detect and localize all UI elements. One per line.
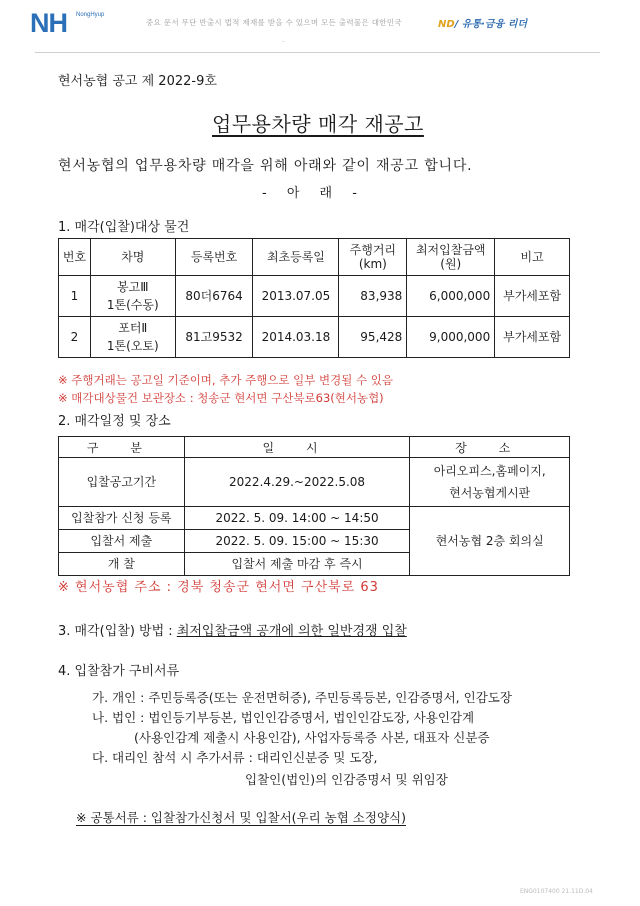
cell-first-reg: 2014.03.18 (253, 317, 339, 358)
cell-datetime: 2022. 5. 09. 14:00 ~ 14:50 (184, 507, 410, 530)
table-row (59, 317, 570, 358)
required-docs-proxy-cont: 입찰인(법인)의 인감증명서 및 위임장 (245, 772, 448, 787)
cell-remark: 부가세포함 (495, 276, 570, 317)
cell-first-reg: 2013.07.05 (253, 276, 339, 317)
document-header (0, 0, 640, 44)
schedule-table (58, 436, 570, 576)
required-docs-individual: 가. 개인 : 주민등록증(또는 운전면허증), 주민등록등본, 인감증명서, 인감도장 (92, 690, 512, 705)
cell-number: 2 (59, 317, 91, 358)
cell-reg-number: 80더6764 (175, 276, 253, 317)
cell-place: 아리오피스,홈페이지, 현서농협게시판 (410, 458, 570, 507)
required-docs-corporate-cont: (사용인감계 제출시 사용인감), 사업자등록증 사본, 대표자 신분증 (134, 730, 490, 745)
col-header: 번호 (59, 239, 91, 276)
cell-mileage: 83,938 (339, 276, 407, 317)
logo-subtext: NongHyup (76, 12, 105, 18)
ahrae-marker: - 아 래 - (262, 186, 365, 201)
col-header: 장 소 (410, 437, 570, 458)
cell-datetime: 2022.4.29.~2022.5.08 (184, 458, 410, 507)
cell-reg-number: 81고9532 (175, 317, 253, 358)
section-3-prefix: 3. 매각(입찰) 방법 : (58, 624, 177, 639)
cell-number: 1 (59, 276, 91, 317)
table-header-row (59, 437, 570, 458)
table-row (59, 507, 570, 530)
page-title: 업무용차량 매각 재공고 (212, 112, 424, 136)
storage-note: ※ 매각대상물건 보관장소 : 청송군 현서면 구산북로63(현서농협) (58, 391, 384, 405)
col-header: 차명 (90, 239, 175, 276)
header-mark: · (282, 38, 285, 46)
slogan-brand: ND (438, 19, 455, 30)
cell-label: 입찰서 제출 (59, 530, 185, 553)
required-docs-corporate: 나. 법인 : 법인등기부등본, 법인인감증명서, 법인인감도장, 사용인감계 (92, 710, 475, 725)
col-header: 최저입찰금액 (원) (407, 239, 495, 276)
col-header: 비고 (495, 239, 570, 276)
required-docs-proxy: 다. 대리인 참석 시 추가서류 : 대리인신분증 및 도장, (92, 750, 378, 765)
address-note: ※ 현서농협 주소 : 경북 청송군 현서면 구산북로 63 (58, 580, 379, 595)
common-docs: ※ 공통서류 : 입찰참가신청서 및 입찰서(우리 농협 소정양식) (76, 810, 406, 825)
cell-mileage: 95,428 (339, 317, 407, 358)
bid-method: 최저입찰금액 공개에 의한 일반경쟁 입찰 (176, 624, 407, 639)
intro-text: 현서농협의 업무용차량 매각을 위해 아래와 같이 재공고 합니다. (58, 158, 473, 174)
items-table (58, 238, 570, 358)
section-3-heading (58, 620, 407, 639)
cell-label: 입찰공고기간 (59, 458, 185, 507)
cell-remark: 부가세포함 (495, 317, 570, 358)
cell-datetime: 입찰서 제출 마감 후 즉시 (184, 553, 410, 576)
cell-vehicle: 봉고Ⅲ 1톤(수동) (90, 276, 175, 317)
col-header: 최초등록일 (253, 239, 339, 276)
slogan (438, 15, 527, 30)
table-row (59, 458, 570, 507)
cell-label: 입찰참가 신청 등록 (59, 507, 185, 530)
col-header: 등록번호 (175, 239, 253, 276)
notice-number: 현서농협 공고 제 2022-9호 (58, 74, 217, 89)
cell-min-price: 6,000,000 (407, 276, 495, 317)
col-header: 구 분 (59, 437, 185, 458)
cell-min-price: 9,000,000 (407, 317, 495, 358)
header-divider (35, 52, 600, 53)
section-2-heading: 2. 매각일정 및 장소 (58, 414, 171, 429)
section-4-heading: 4. 입찰참가 구비서류 (58, 664, 180, 679)
cell-place: 현서농협 2층 회의실 (410, 507, 570, 576)
confidential-notice: 중요 문서 무단 반출시 법적 제재를 받을 수 있으며 모든 출력물은 대한민국 (146, 18, 402, 27)
footer-code: ENG0107400 21.11D.04 (520, 888, 593, 895)
cell-datetime: 2022. 5. 09. 15:00 ~ 15:30 (184, 530, 410, 553)
section-1-heading: 1. 매각(입찰)대상 물건 (58, 220, 190, 235)
col-header: 주행거리 (km) (339, 239, 407, 276)
cell-label: 개 찰 (59, 553, 185, 576)
slogan-text: / 유통·금융 리더 (454, 19, 528, 30)
col-header: 일 시 (184, 437, 410, 458)
cell-vehicle: 포터Ⅱ 1톤(오토) (90, 317, 175, 358)
table-header-row (59, 239, 570, 276)
table-row (59, 276, 570, 317)
mileage-note: ※ 주행거래는 공고일 기준이며, 추가 주행으로 일부 변경될 수 있음 (58, 373, 394, 387)
logo-text: NH (30, 8, 67, 38)
